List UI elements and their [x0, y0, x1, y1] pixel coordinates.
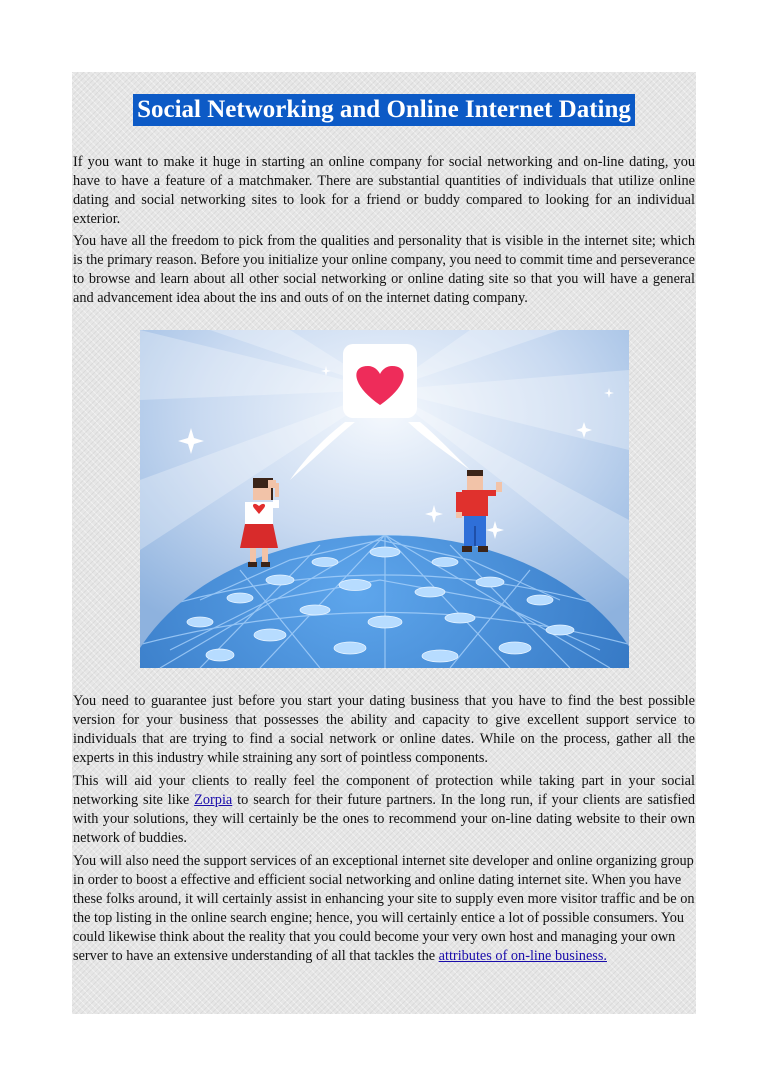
paragraph-1: If you want to make it huge in starting an online company for social networking and on-line dating, you have to have a feature of a matchmaker. There are substantial quantities of individuals that utilize online dating and social networking sites to look for a friend or buddy compared to looking for an individual exterior. [73, 154, 695, 227]
illustration-online-dating [140, 330, 629, 668]
paragraph-4: This will aid your clients to really feel the component of protection while taking part in your social networking site like Zorpia to search for their future partners. In the long run, if your clients are satisfied with your solutions, they will certainly be the ones to recommend your on-line dating website to their own network of buddies. [73, 773, 695, 846]
paragraph-2: You have all the freedom to pick from the qualities and personality that is visible in the internet site; which is the primary reason. Before you initialize your online company, you need to commit time and perseverance to browse and learn about all other social networking or online dating site so that you will have a general and advancement idea about the ins and outs of on the internet dating company. [73, 233, 695, 306]
attributes-of-online-business-link[interactable]: attributes of on-line business. [438, 948, 607, 964]
paragraph-3: You need to guarantee just before you start your dating business that you have to find the best possible version for your business that possesses the ability and capacity to give excellent support service to individuals that are trying to find a social network or online dates. While on the process, gather all the experts in this industry while straining any sort of pointless components. [73, 693, 695, 766]
document-page [72, 72, 696, 1014]
page-title: Social Networking and Online Internet Dating [72, 88, 696, 126]
zorpia-link[interactable]: Zorpia [194, 792, 233, 808]
paragraph-5: You will also need the support services of an exceptional internet site developer and online organizing group in order to boost a effective and efficient social networking and online dating internet site. When you have these folks around, it will certainly assist in enhancing your site to supply even more visitor traffic and be on the top listing in the online search engine; hence, you will certainly entice a lot of possible consumers. You could likewise think about the reality that you could become your very own host and managing your own server to have an extensive understanding of all that tackles the attributes of on-line business. [73, 853, 695, 964]
